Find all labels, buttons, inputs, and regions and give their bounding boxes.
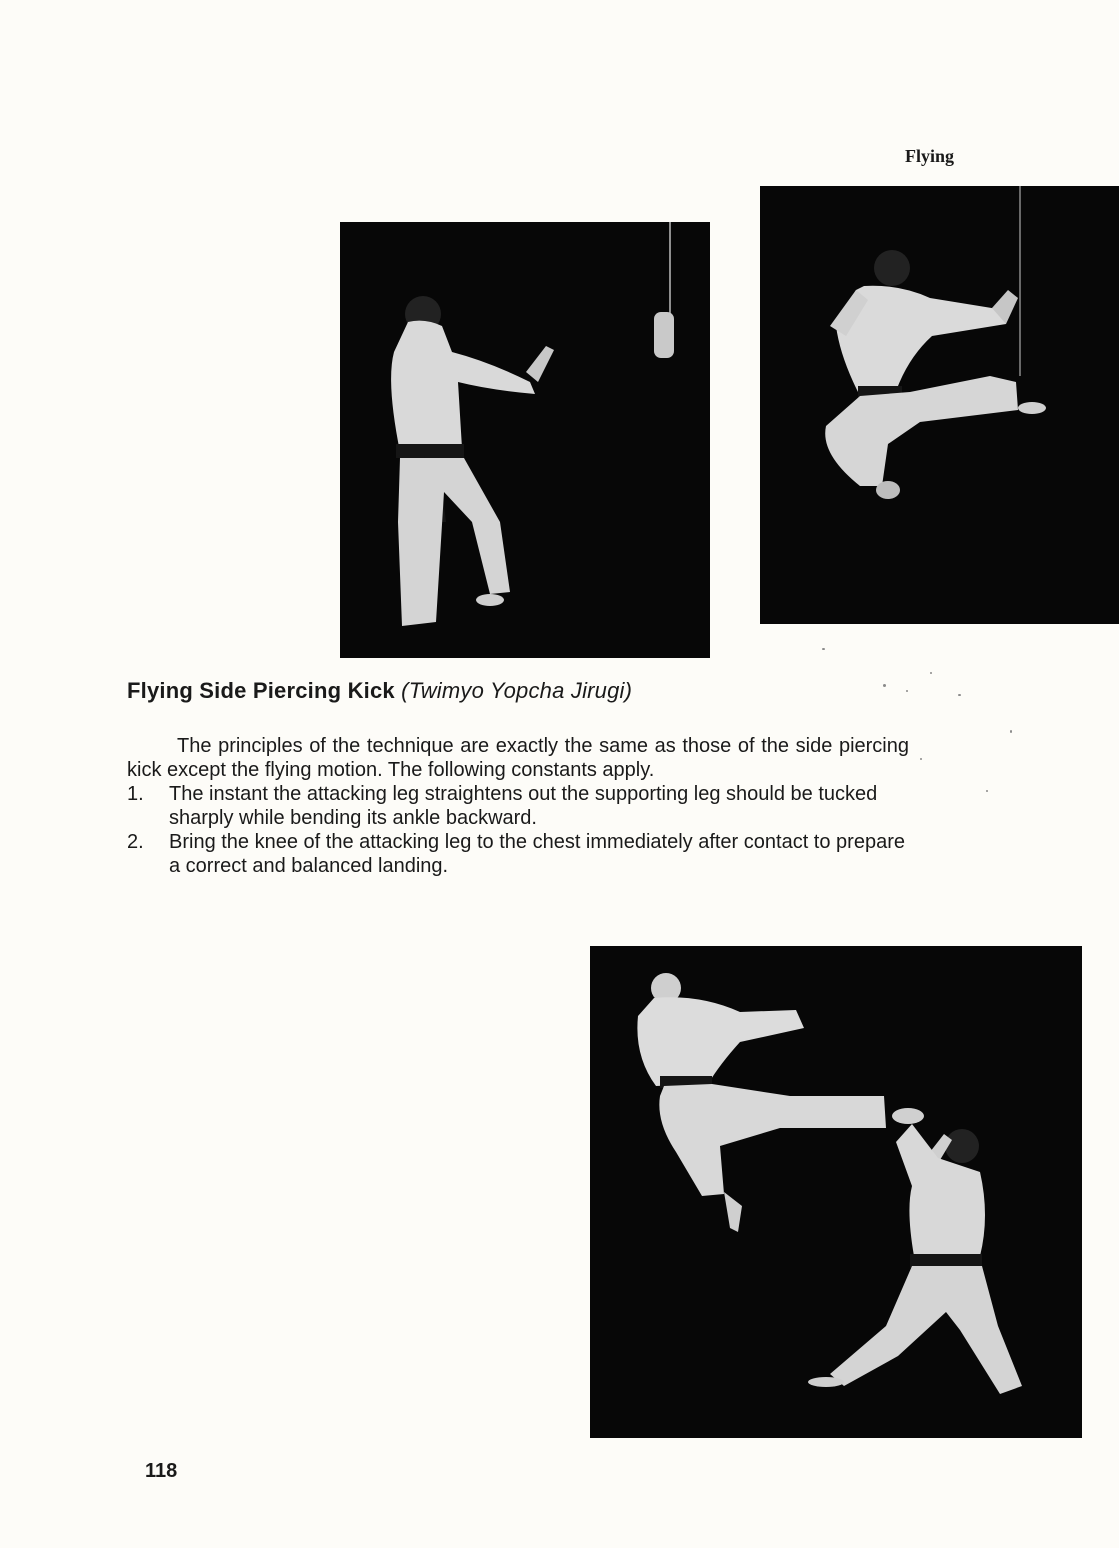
step-text: The instant the attacking leg straightens out the supporting leg should be tucked sharply while bending its ankle backward. <box>169 783 878 829</box>
heading-title: Flying Side Piercing Kick <box>127 678 395 703</box>
list-item <box>127 830 909 878</box>
print-speck <box>1010 730 1012 733</box>
running-head: Flying <box>905 146 955 166</box>
photo-ready-stance <box>340 222 710 658</box>
step-text: Bring the knee of the attacking leg to the chest immediately after contact to prepare a correct and balanced landing. <box>169 831 905 877</box>
steps-list <box>127 782 909 878</box>
print-speck <box>986 790 988 792</box>
print-speck <box>822 648 825 650</box>
step-number: 1. <box>127 783 144 805</box>
page-number: 118 <box>145 1460 178 1482</box>
photo-flying-motion <box>760 186 1119 624</box>
body-text <box>127 734 909 878</box>
step-number: 2. <box>127 831 144 853</box>
print-speck <box>883 684 886 687</box>
intro-paragraph: The principles of the technique are exactly the same as those of the side piercing kick except the flying motion. The following constants apply. <box>127 735 909 781</box>
print-speck <box>958 694 961 696</box>
print-speck <box>930 672 932 674</box>
flying-figure <box>760 186 1119 624</box>
print-speck <box>906 690 908 692</box>
print-speck <box>920 758 922 760</box>
section-heading <box>127 678 632 704</box>
heading-subtitle: (Twimyo Yopcha Jirugi) <box>401 678 633 703</box>
ready-stance-figure <box>340 222 710 658</box>
kick-demonstration-figures <box>590 946 1082 1438</box>
photo-kick-demonstration <box>590 946 1082 1438</box>
list-item <box>127 782 909 830</box>
